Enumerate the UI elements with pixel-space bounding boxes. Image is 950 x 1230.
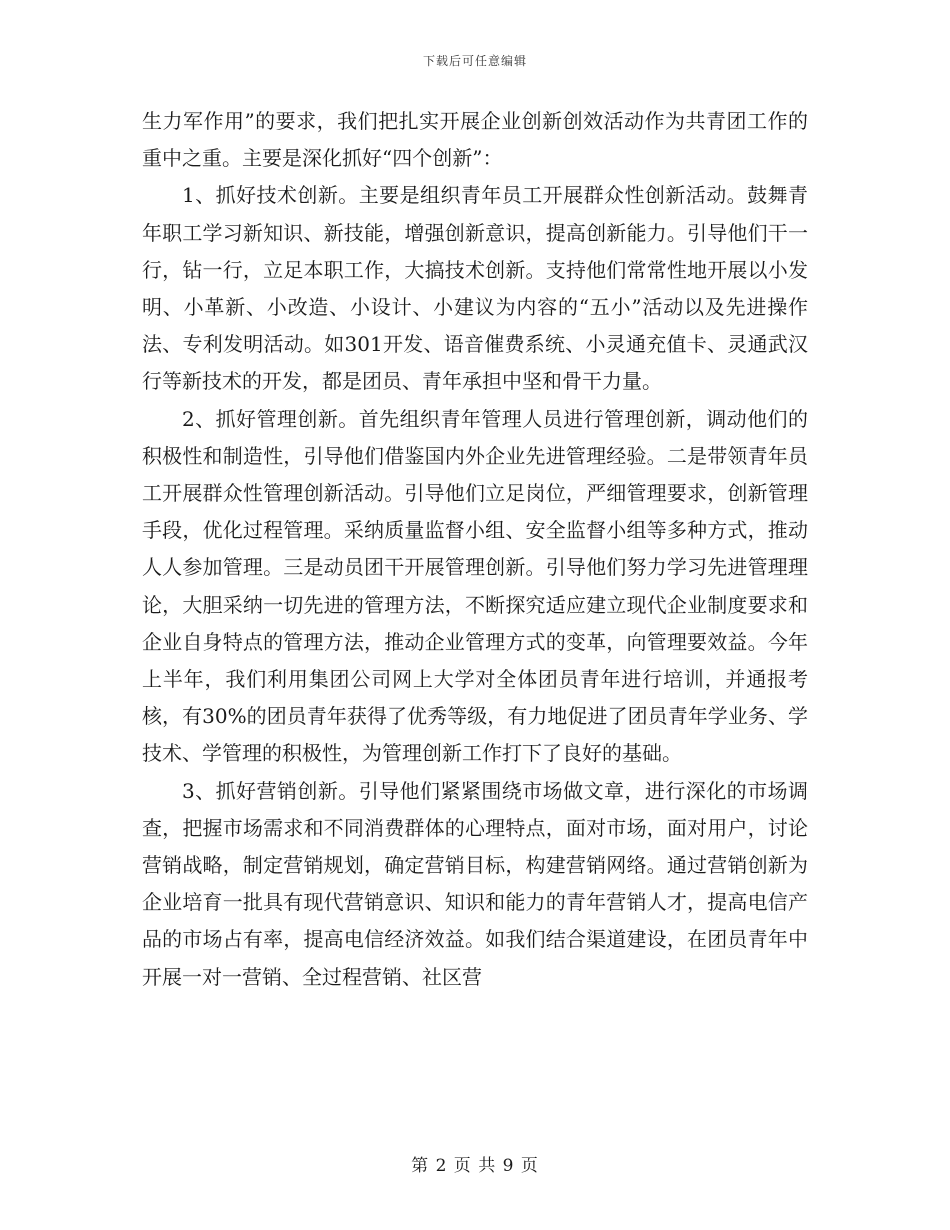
paragraph-technical-innovation: 1、抓好技术创新。主要是组织青年员工开展群众性创新活动。鼓舞青年职工学习新知识、新技能，增强创新意识，提高创新能力。引导他们干一行，钻一行，立足本职工作，大搞技术创新。支持他们常常性地开展以小发明、小革新、小改造、小设计、小建议为内容的“五小”活动以及先进操作法、专利发明活动。如301开发、语音催费系统、小灵通充值卡、灵通武汉行等新技术的开发，都是团员、青年承担中坚和骨干力量。 bbox=[142, 183, 808, 394]
document-body bbox=[142, 103, 808, 996]
paragraph-continuation: 生力军作用”的要求，我们把扎实开展企业创新创效活动作为共青团工作的重中之重。主要是深化抓好“四个创新”： bbox=[142, 109, 808, 171]
paragraph-marketing-innovation: 3、抓好营销创新。引导他们紧紧围绕市场做文章，进行深化的市场调查，把握市场需求和不同消费群体的心理特点，面对市场，面对用户，讨论营销战略，制定营销规划，确定营销目标，构建营销网络。通过营销创新为企业培育一批具有现代营销意识、知识和能力的青年营销人才，提高电信产品的市场占有率，提高电信经济效益。如我们结合渠道建设，在团员青年中开展一对一营销、全过程营销、社区营 bbox=[142, 778, 808, 989]
page-header: 下载后可任意编辑 bbox=[422, 54, 527, 68]
page-footer: 第 2 页 共 9 页 bbox=[411, 1156, 539, 1176]
paragraph-management-innovation: 2、抓好管理创新。首先组织青年管理人员进行管理创新，调动他们的积极性和制造性，引导他们借鉴国内外企业先进管理经验。二是带领青年员工开展群众性管理创新活动。引导他们立足岗位，严细管理要求，创新管理手段，优化过程管理。采纳质量监督小组、安全监督小组等多种方式，推动人人参加管理。三是动员团干开展管理创新。引导他们努力学习先进管理理论，大胆采纳一切先进的管理方法，不断探究适应建立现代企业制度要求和企业自身特点的管理方法，推动企业管理方式的变革，向管理要效益。今年上半年，我们利用集团公司网上大学对全体团员青年进行培训，并通报考核，有30%的团员青年获得了优秀等级，有力地促进了团员青年学业务、学技术、学管理的积极性，为管理创新工作打下了良好的基础。 bbox=[142, 406, 808, 766]
